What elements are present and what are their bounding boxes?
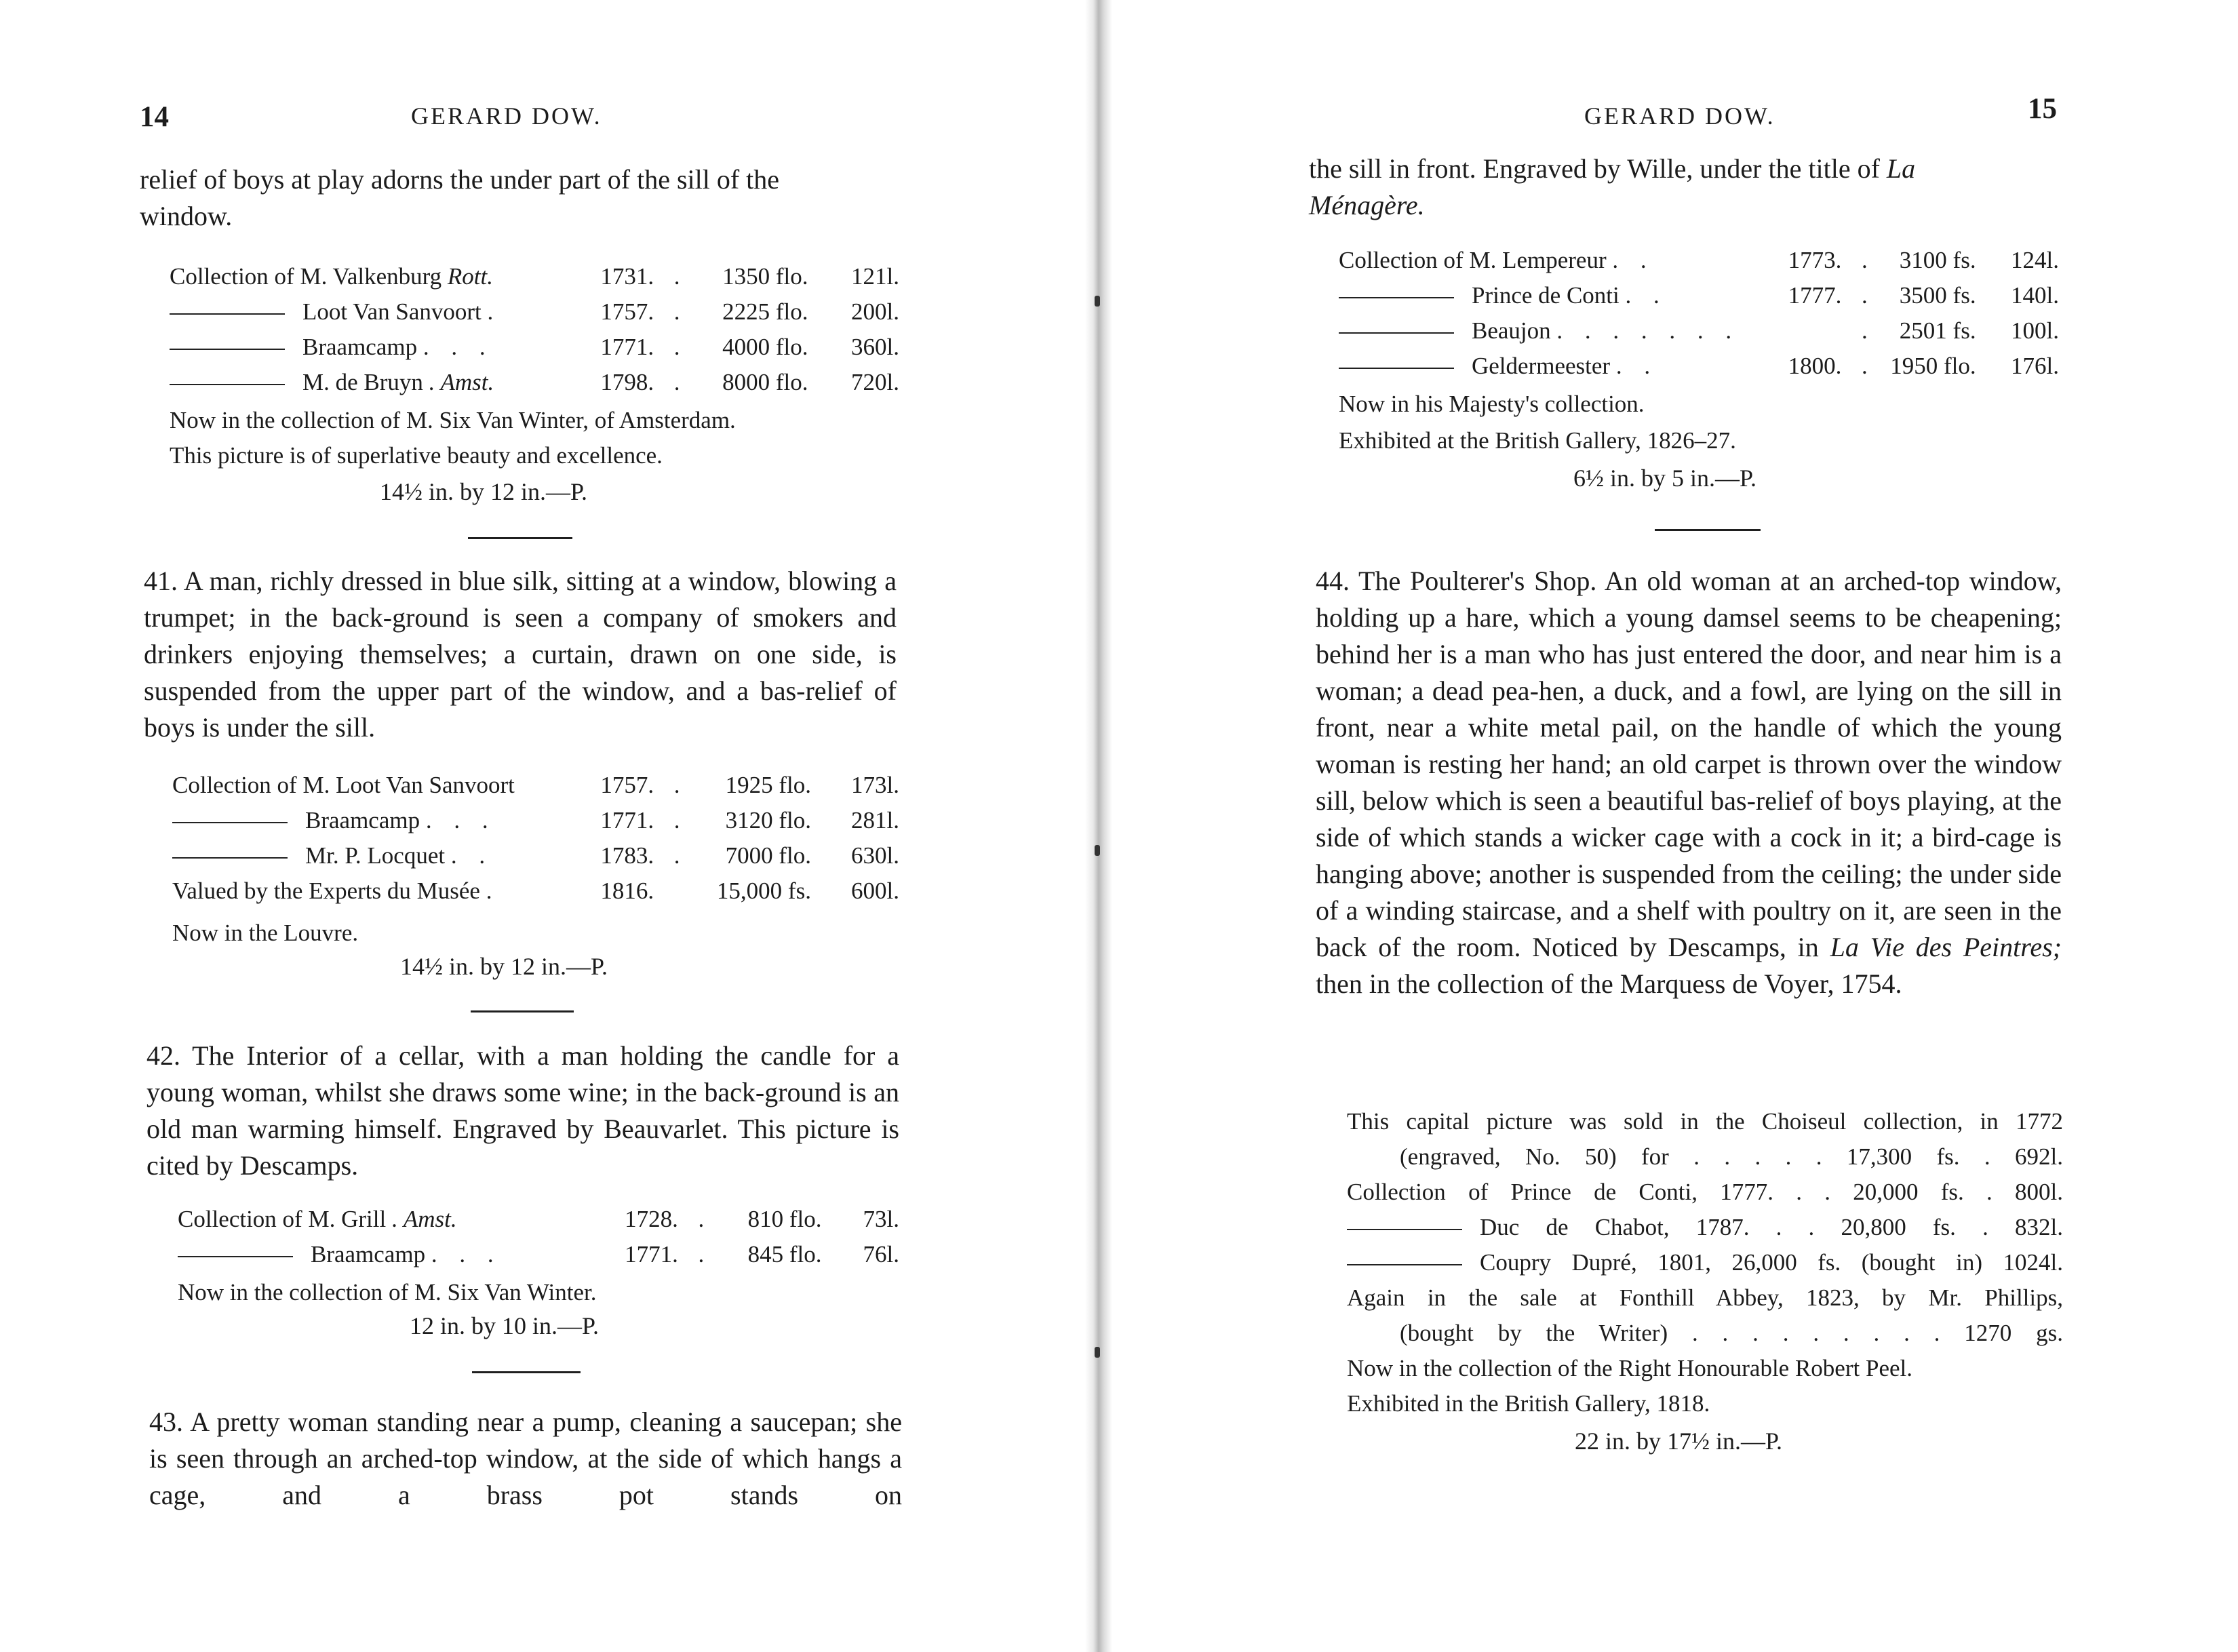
book-gutter <box>1085 0 1112 1652</box>
table-row: Valued by the Experts du Musée . 1816. 15,000 fs. 600l. <box>172 878 899 904</box>
table-row: Prince de Conti . . 1777. . 3500 fs. 140l. <box>1339 278 2059 313</box>
catalogue-entry-43: 43. A pretty woman standing near a pump, cleaning a saucepan; she is seen through an arched-top window, at the side of which hangs a cage, and a brass pot stands on <box>149 1407 902 1510</box>
provenance-line: Duc de Chabot, 1787. . . 20,800 fs. . 832l. <box>1480 1214 2063 1240</box>
provenance-line: (bought by the Writer) . . . . . . . . . 1270 gs. <box>1400 1320 2063 1346</box>
provenance-note: Exhibited at the British Gallery, 1826–27. <box>1339 427 1736 454</box>
dimensions: 12 in. by 10 in.—P. <box>410 1312 600 1339</box>
running-head: GERARD DOW. <box>411 102 602 130</box>
catalogue-entry-42: 42. The Interior of a cellar, with a man holding the candle for a young woman, whilst she draws some wine; in the back-ground is an old man warming himself. Engraved by Beauvarlet. This picture is cited by Descamps. <box>146 1040 899 1181</box>
table-row: Braamcamp . . . 1771. . 4000 flo. 360l. <box>170 330 899 365</box>
provenance-note: Now in the collection of M. Six Van Winter. <box>178 1279 597 1305</box>
left-page <box>0 0 1085 1652</box>
provenance-line: Coupry Dupré, 1801, 26,000 fs. (bought in) 1024l. <box>1480 1249 2063 1276</box>
provenance-line: This capital picture was sold in the Choiseul collection, in 1772 <box>1347 1108 2063 1135</box>
dimensions: 14½ in. by 12 in.—P. <box>380 478 588 505</box>
dimensions: 14½ in. by 12 in.—P. <box>400 953 608 980</box>
provenance-line: Again in the sale at Fonthill Abbey, 1823, by Mr. Phillips, <box>1347 1284 2063 1311</box>
running-head: GERARD DOW. <box>1584 102 1775 130</box>
section-rule <box>471 1010 574 1012</box>
provenance-line: Exhibited in the British Gallery, 1818. <box>1347 1390 1710 1417</box>
table-row: Braamcamp . . . 1771. . 845 flo. 76l. <box>178 1237 899 1272</box>
provenance-line: (engraved, No. 50) for . . . . . 17,300 fs. . 692l. <box>1400 1143 2063 1170</box>
dimensions: 6½ in. by 5 in.—P. <box>1573 465 1757 492</box>
table-row: Collection of M. Loot Van Sanvoort 1757. . 1925 flo. 173l. <box>172 772 899 798</box>
provenance-note: Now in his Majesty's collection. <box>1339 391 1645 417</box>
table-row: Collection of M. Lempereur . . 1773. . 3100 fs. 124l. <box>1339 247 2059 273</box>
provenance-table-43 <box>1339 243 2059 384</box>
catalogue-entry-41: 41. A man, richly dressed in blue silk, sitting at a window, blowing a trumpet; in the back-ground is seen a company of smokers and drinkers enjoying themselves; a curtain, drawn on one side, is suspended from the upper part of the window, and a bas-relief of boys is under the sill. <box>144 566 897 743</box>
provenance-line: Now in the collection of the Right Honourable Robert Peel. <box>1347 1355 1912 1381</box>
section-rule <box>1655 529 1761 531</box>
catalogue-entry-44: 44. The Poulterer's Shop. An old woman at an arched-top window, holding up a hare, which a young damsel seems to be cheapening; behind her is a man who has just entered the door, and near him is a woman; a dead pea-hen, a duck, and a fowl, are lying on the sill in front, near a white metal pail, on the handle of which the young woman is resting her hand; an old carpet is thrown over the window sill, below which is seen a beautiful bas-relief of boys playing, at the side of which stands a wicker cage with a cock in it; a bird-cage is hanging above; another is suspended from the ceiling; the under side of a winding staircase, and a shelf with poultry on it, are seen in the back of the room. Noticed by Descamps, in La Vie des Peintres; then in the collection of the Marquess de Voyer, 1754. <box>1316 566 2062 999</box>
continued-paragraph: relief of boys at play adorns the under part of the sill of the window. <box>140 164 780 231</box>
provenance-line: Collection of Prince de Conti, 1777. . . 20,000 fs. . 800l. <box>1347 1179 2063 1205</box>
table-row: Braamcamp . . . 1771. . 3120 flo. 281l. <box>172 803 899 838</box>
provenance-list-44 <box>1347 1104 2063 1421</box>
provenance-table-40 <box>170 259 899 400</box>
table-row: Geldermeester . . 1800. . 1950 flo. 176l. <box>1339 349 2059 384</box>
provenance-note: Now in the Louvre. <box>172 920 359 946</box>
table-row: Collection of M. Grill . Amst. 1728. . 810 flo. 73l. <box>178 1206 899 1232</box>
provenance-note: This picture is of superlative beauty and excellence. <box>170 442 663 469</box>
section-rule <box>472 1371 581 1373</box>
provenance-table-42 <box>178 1202 899 1272</box>
section-rule <box>468 537 572 539</box>
table-row: M. de Bruyn . Amst. 1798. . 8000 flo. 720l. <box>170 365 899 400</box>
right-page <box>1112 0 2238 1652</box>
page-number: 14 <box>140 101 169 133</box>
table-row: Beaujon . . . . . . . . 2501 fs. 100l. <box>1339 313 2059 349</box>
table-row: Loot Van Sanvoort . 1757. . 2225 flo. 200l. <box>170 294 899 330</box>
continued-paragraph: the sill in front. Engraved by Wille, under the title of La Ménagère. <box>1309 153 1916 220</box>
dimensions: 22 in. by 17½ in.—P. <box>1575 1428 1783 1455</box>
page-number: 15 <box>2028 93 2057 125</box>
provenance-note: Now in the collection of M. Six Van Winter, of Amsterdam. <box>170 407 736 433</box>
table-row: Collection of M. Valkenburg Rott. 1731. . 1350 flo. 121l. <box>170 263 899 290</box>
table-row: Mr. P. Locquet . . 1783. . 7000 flo. 630l. <box>172 838 899 873</box>
provenance-table-41 <box>172 768 899 909</box>
